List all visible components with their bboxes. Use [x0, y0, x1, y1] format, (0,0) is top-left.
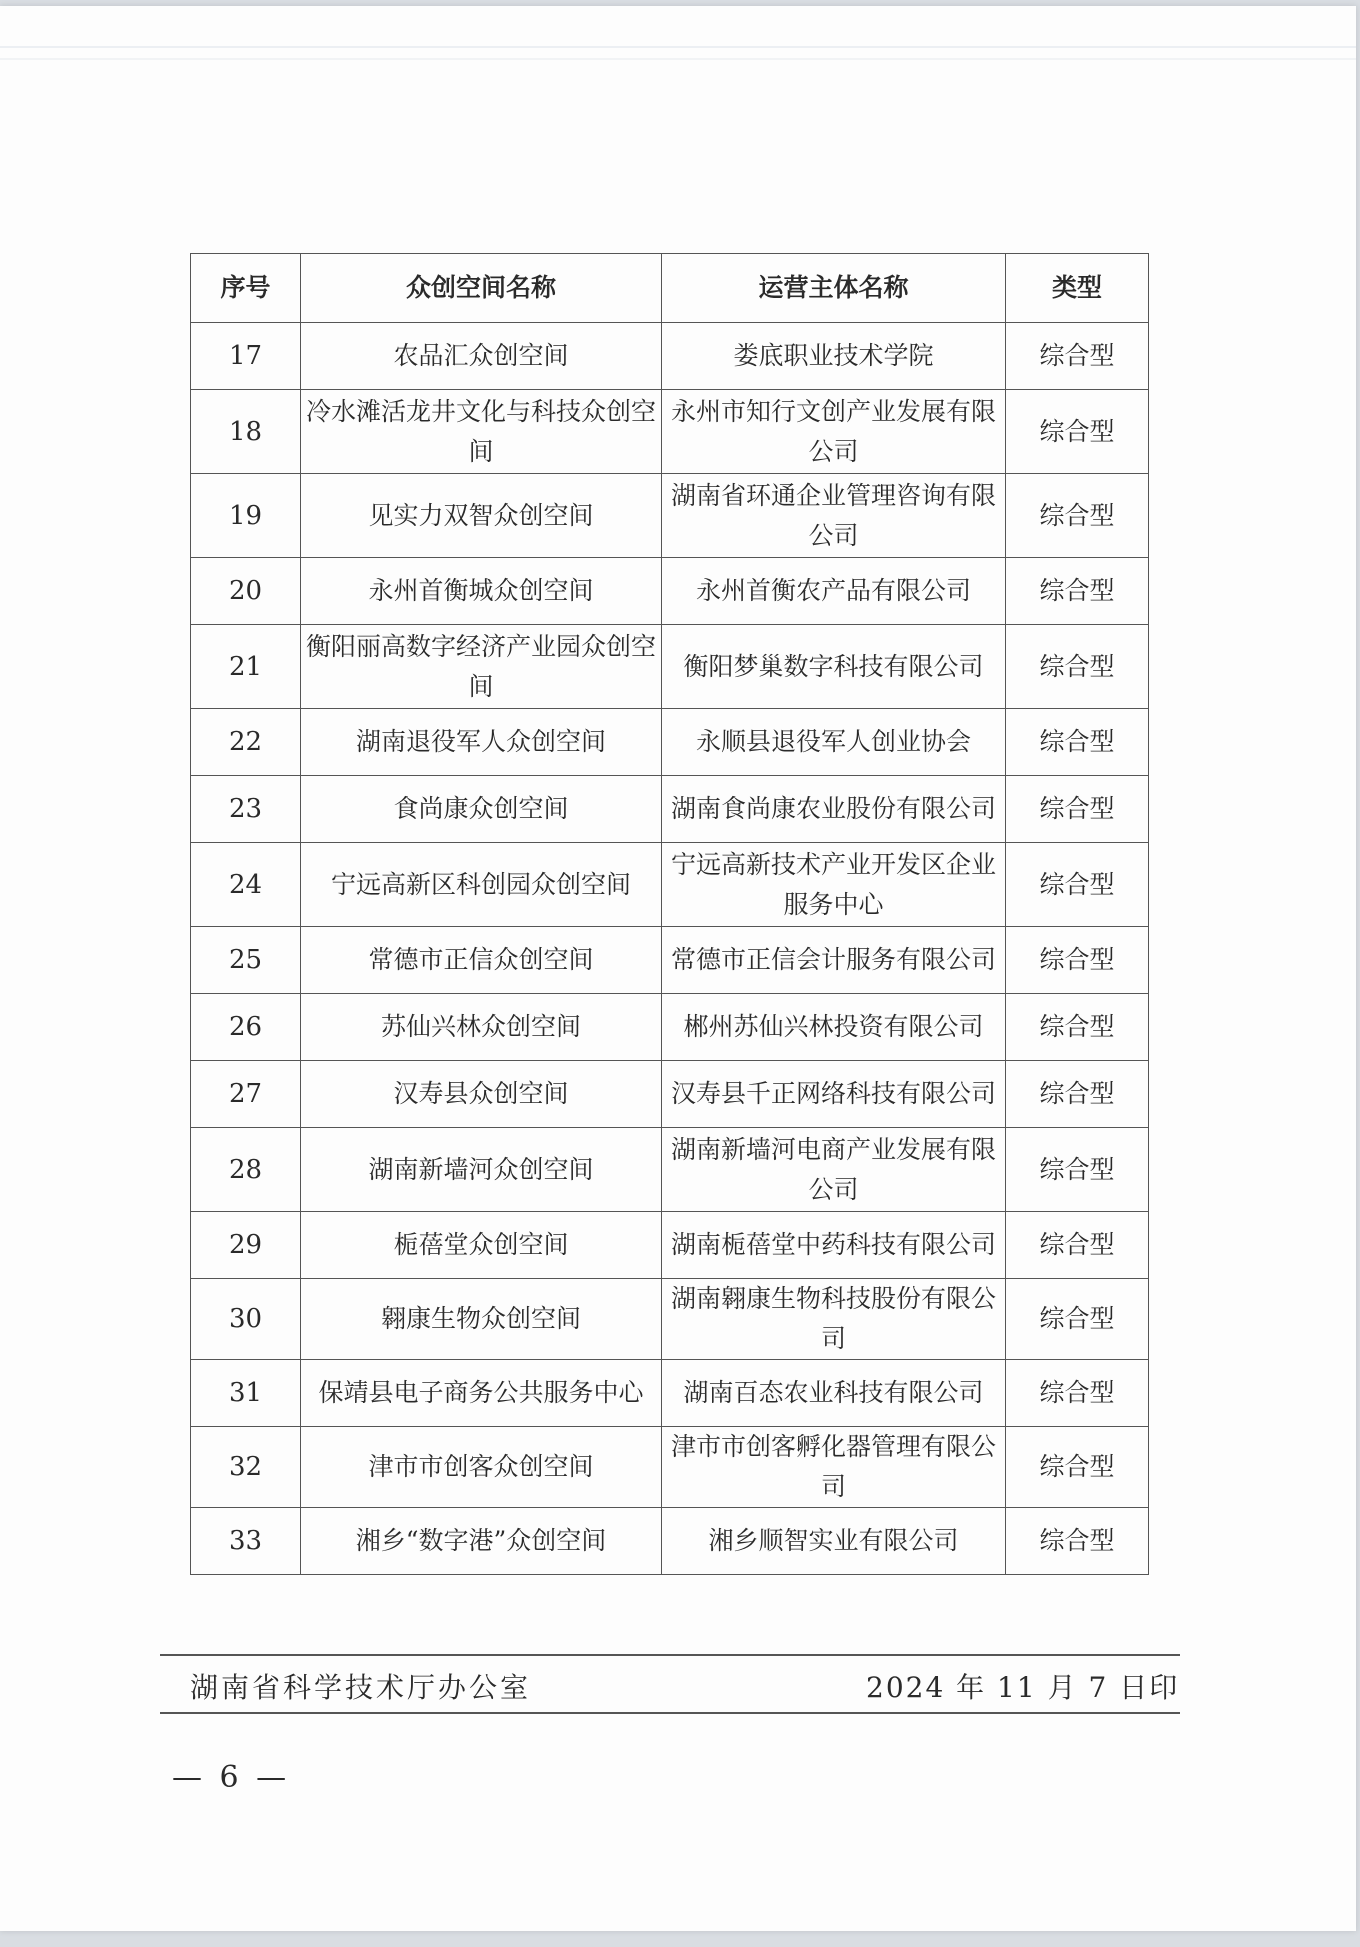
row-space-name: 农品汇众创空间	[301, 323, 662, 390]
footer-top-rule	[160, 1654, 1180, 1656]
row-operator-name: 湖南百态农业科技有限公司	[662, 1360, 1006, 1427]
row-operator-name: 湘乡顺智实业有限公司	[662, 1508, 1006, 1575]
table-row	[191, 323, 1149, 390]
row-index: 25	[191, 927, 301, 994]
row-type: 综合型	[1006, 1212, 1149, 1279]
table-row	[191, 776, 1149, 843]
row-type: 综合型	[1006, 558, 1149, 625]
row-operator-name: 永州市知行文创产业发展有限公司	[662, 390, 1006, 474]
row-index: 20	[191, 558, 301, 625]
space-list-table	[190, 253, 1149, 1575]
table-row	[191, 1427, 1149, 1508]
row-space-name: 湖南新墙河众创空间	[301, 1128, 662, 1212]
print-date: 2024 年 11 月 7 日印	[866, 1671, 1180, 1704]
row-space-name: 常德市正信众创空间	[301, 927, 662, 994]
row-space-name: 见实力双智众创空间	[301, 474, 662, 558]
row-type: 综合型	[1006, 709, 1149, 776]
table-row	[191, 390, 1149, 474]
row-type: 综合型	[1006, 1279, 1149, 1360]
row-operator-name: 衡阳梦巢数字科技有限公司	[662, 625, 1006, 709]
row-index: 31	[191, 1360, 301, 1427]
row-operator-name: 湖南栀蓓堂中药科技有限公司	[662, 1212, 1006, 1279]
row-operator-name: 津市市创客孵化器管理有限公司	[662, 1427, 1006, 1508]
header-space-name: 众创空间名称	[301, 254, 662, 323]
row-index: 21	[191, 625, 301, 709]
header-type: 类型	[1006, 254, 1149, 323]
row-index: 17	[191, 323, 301, 390]
table-row	[191, 558, 1149, 625]
row-space-name: 保靖县电子商务公共服务中心	[301, 1360, 662, 1427]
footer-bottom-rule	[160, 1712, 1180, 1714]
row-operator-name: 湖南食尚康农业股份有限公司	[662, 776, 1006, 843]
row-type: 综合型	[1006, 323, 1149, 390]
row-space-name: 汉寿县众创空间	[301, 1061, 662, 1128]
row-index: 24	[191, 843, 301, 927]
row-type: 综合型	[1006, 927, 1149, 994]
row-operator-name: 湖南省环通企业管理咨询有限公司	[662, 474, 1006, 558]
table-row	[191, 1508, 1149, 1575]
row-space-name: 栀蓓堂众创空间	[301, 1212, 662, 1279]
row-operator-name: 永顺县退役军人创业协会	[662, 709, 1006, 776]
row-operator-name: 宁远高新技术产业开发区企业服务中心	[662, 843, 1006, 927]
row-type: 综合型	[1006, 625, 1149, 709]
issuing-office: 湖南省科学技术厅办公室	[190, 1671, 532, 1704]
row-type: 综合型	[1006, 474, 1149, 558]
table-row	[191, 625, 1149, 709]
row-type: 综合型	[1006, 776, 1149, 843]
table-row	[191, 927, 1149, 994]
row-type: 综合型	[1006, 1061, 1149, 1128]
row-operator-name: 湖南新墙河电商产业发展有限公司	[662, 1128, 1006, 1212]
row-space-name: 湘乡“数字港”众创空间	[301, 1508, 662, 1575]
top-divider	[0, 46, 1356, 60]
row-index: 19	[191, 474, 301, 558]
row-index: 30	[191, 1279, 301, 1360]
table-row	[191, 1279, 1149, 1360]
row-operator-name: 娄底职业技术学院	[662, 323, 1006, 390]
header-index: 序号	[191, 254, 301, 323]
row-operator-name: 常德市正信会计服务有限公司	[662, 927, 1006, 994]
row-index: 29	[191, 1212, 301, 1279]
row-index: 22	[191, 709, 301, 776]
table-row	[191, 474, 1149, 558]
row-space-name: 冷水滩活龙井文化与科技众创空间	[301, 390, 662, 474]
table-header-row	[191, 254, 1149, 323]
row-operator-name: 汉寿县千正网络科技有限公司	[662, 1061, 1006, 1128]
row-index: 18	[191, 390, 301, 474]
row-type: 综合型	[1006, 994, 1149, 1061]
table-row	[191, 709, 1149, 776]
header-operator-name: 运营主体名称	[662, 254, 1006, 323]
row-operator-name: 郴州苏仙兴林投资有限公司	[662, 994, 1006, 1061]
page-number: — 6 —	[172, 1760, 291, 1795]
table-row	[191, 994, 1149, 1061]
table-row	[191, 1128, 1149, 1212]
row-space-name: 宁远高新区科创园众创空间	[301, 843, 662, 927]
row-type: 综合型	[1006, 1508, 1149, 1575]
row-type: 综合型	[1006, 390, 1149, 474]
row-type: 综合型	[1006, 1128, 1149, 1212]
row-space-name: 苏仙兴林众创空间	[301, 994, 662, 1061]
row-operator-name: 永州首衡农产品有限公司	[662, 558, 1006, 625]
row-type: 综合型	[1006, 843, 1149, 927]
table-row	[191, 1212, 1149, 1279]
row-space-name: 湖南退役军人众创空间	[301, 709, 662, 776]
row-index: 27	[191, 1061, 301, 1128]
row-index: 23	[191, 776, 301, 843]
row-index: 32	[191, 1427, 301, 1508]
row-index: 33	[191, 1508, 301, 1575]
row-space-name: 食尚康众创空间	[301, 776, 662, 843]
row-index: 28	[191, 1128, 301, 1212]
row-type: 综合型	[1006, 1427, 1149, 1508]
row-space-name: 津市市创客众创空间	[301, 1427, 662, 1508]
row-space-name: 永州首衡城众创空间	[301, 558, 662, 625]
row-index: 26	[191, 994, 301, 1061]
row-space-name: 翱康生物众创空间	[301, 1279, 662, 1360]
document-page	[0, 6, 1356, 1931]
row-type: 综合型	[1006, 1360, 1149, 1427]
table-row	[191, 1061, 1149, 1128]
table-row	[191, 1360, 1149, 1427]
row-operator-name: 湖南翱康生物科技股份有限公司	[662, 1279, 1006, 1360]
table-row	[191, 843, 1149, 927]
row-space-name: 衡阳丽高数字经济产业园众创空间	[301, 625, 662, 709]
